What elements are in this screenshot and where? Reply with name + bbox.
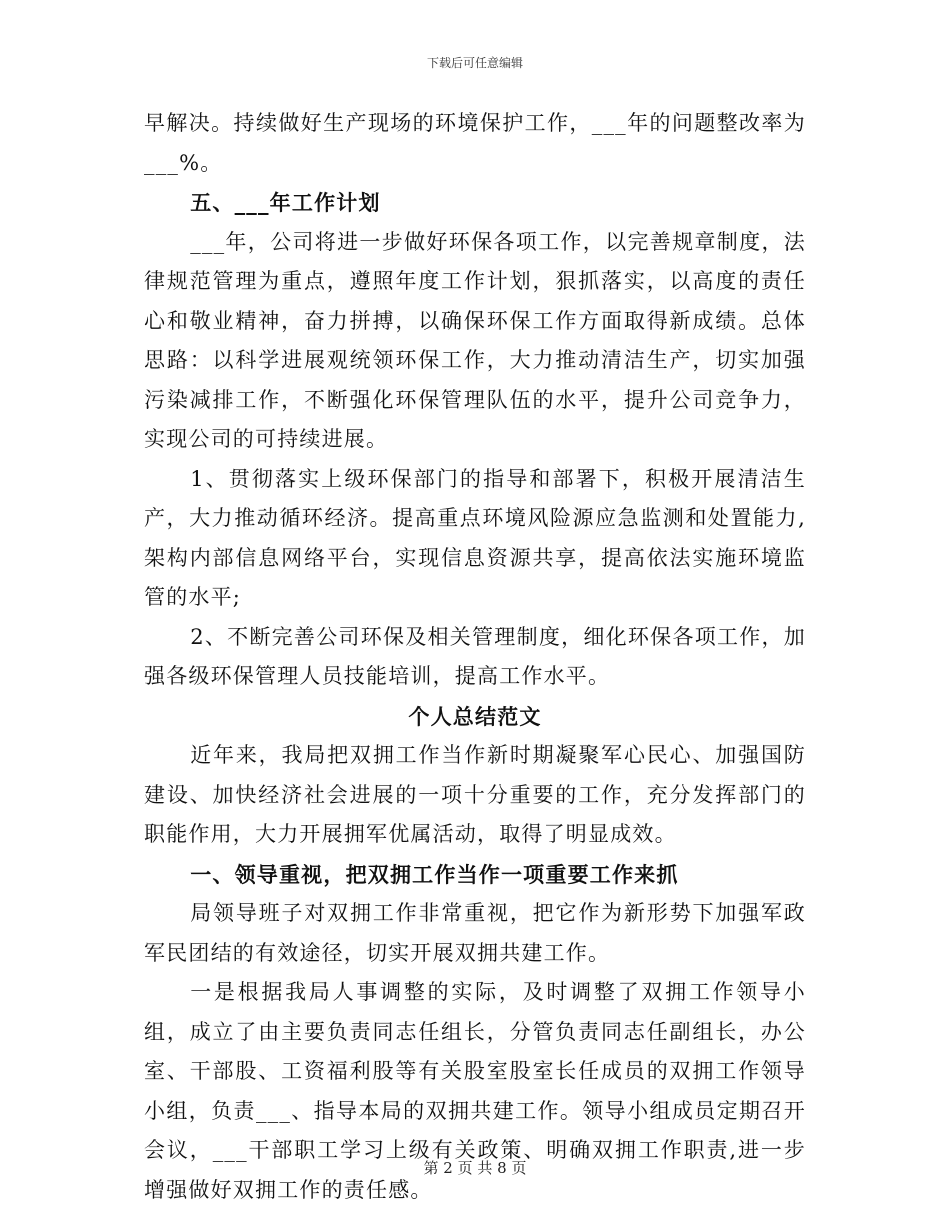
paragraph-leadership-b: 一是根据我局人事调整的实际，及时调整了双拥工作领导小组，成立了由主要负责同志任组长，分管负责同志任副组长，办公室、干部股、工资福利股等有关股室股室长任成员的双拥工作领导小组，负责___、指导本局的双拥共建工作。领导小组成员定期召开会议，___干部职工学习上级有关政策、明确双拥工作职责,进一步增强做好双拥工作的责任感。 xyxy=(144,980,806,1202)
page-number: 第 2 页 共 8 页 xyxy=(423,1159,527,1177)
paragraph-plan-intro: ___年，公司将进一步做好环保各项工作，以完善规章制度，法律规范管理为重点，遵照年度工作计划，狠抓落实，以高度的责任心和敬业精神，奋力拼搏，以确保环保工作方面取得新成绩。总体思路：以科学进展观统领环保工作，大力推动清洁生产，切实加强污染减排工作，不断强化环保管理队伍的水平，提升公司竞争力，实现公司的可持续进展。 xyxy=(144,229,806,451)
page-header-note: 下载后可任意编辑 xyxy=(426,56,523,70)
list-item-1: 1、贯彻落实上级环保部门的指导和部署下，积极开展清洁生产，大力推动循环经济。提高重点环境风险源应急监测和处置能力,架构内部信息网络平台，实现信息资源共享，提高依法实施环境监管的水平; xyxy=(144,466,806,609)
paragraph-continuation: 早解决。持续做好生产现场的环境保护工作，___年的问题整改率为___%。 xyxy=(144,111,806,175)
section-heading-leadership: 一、领导重视，把双拥工作当作一项重要工作来抓 xyxy=(190,861,679,887)
article-title: 个人总结范文 xyxy=(408,703,542,729)
paragraph-leadership-a: 局领导班子对双拥工作非常重视，把它作为新形势下加强军政军民团结的有效途径，切实开展双拥共建工作。 xyxy=(144,901,806,965)
list-item-2: 2、不断完善公司环保及相关管理制度，细化环保各项工作，加强各级环保管理人员技能培训，提高工作水平。 xyxy=(144,624,806,688)
section-heading-plan: 五、___年工作计划 xyxy=(190,190,381,215)
paragraph-article-intro: 近年来，我局把双拥工作当作新时期凝聚军心民心、加强国防建设、加快经济社会进展的一项十分重要的工作，充分发挥部门的职能作用，大力开展拥军优属活动，取得了明显成效。 xyxy=(144,743,806,846)
document-body xyxy=(144,104,806,1210)
